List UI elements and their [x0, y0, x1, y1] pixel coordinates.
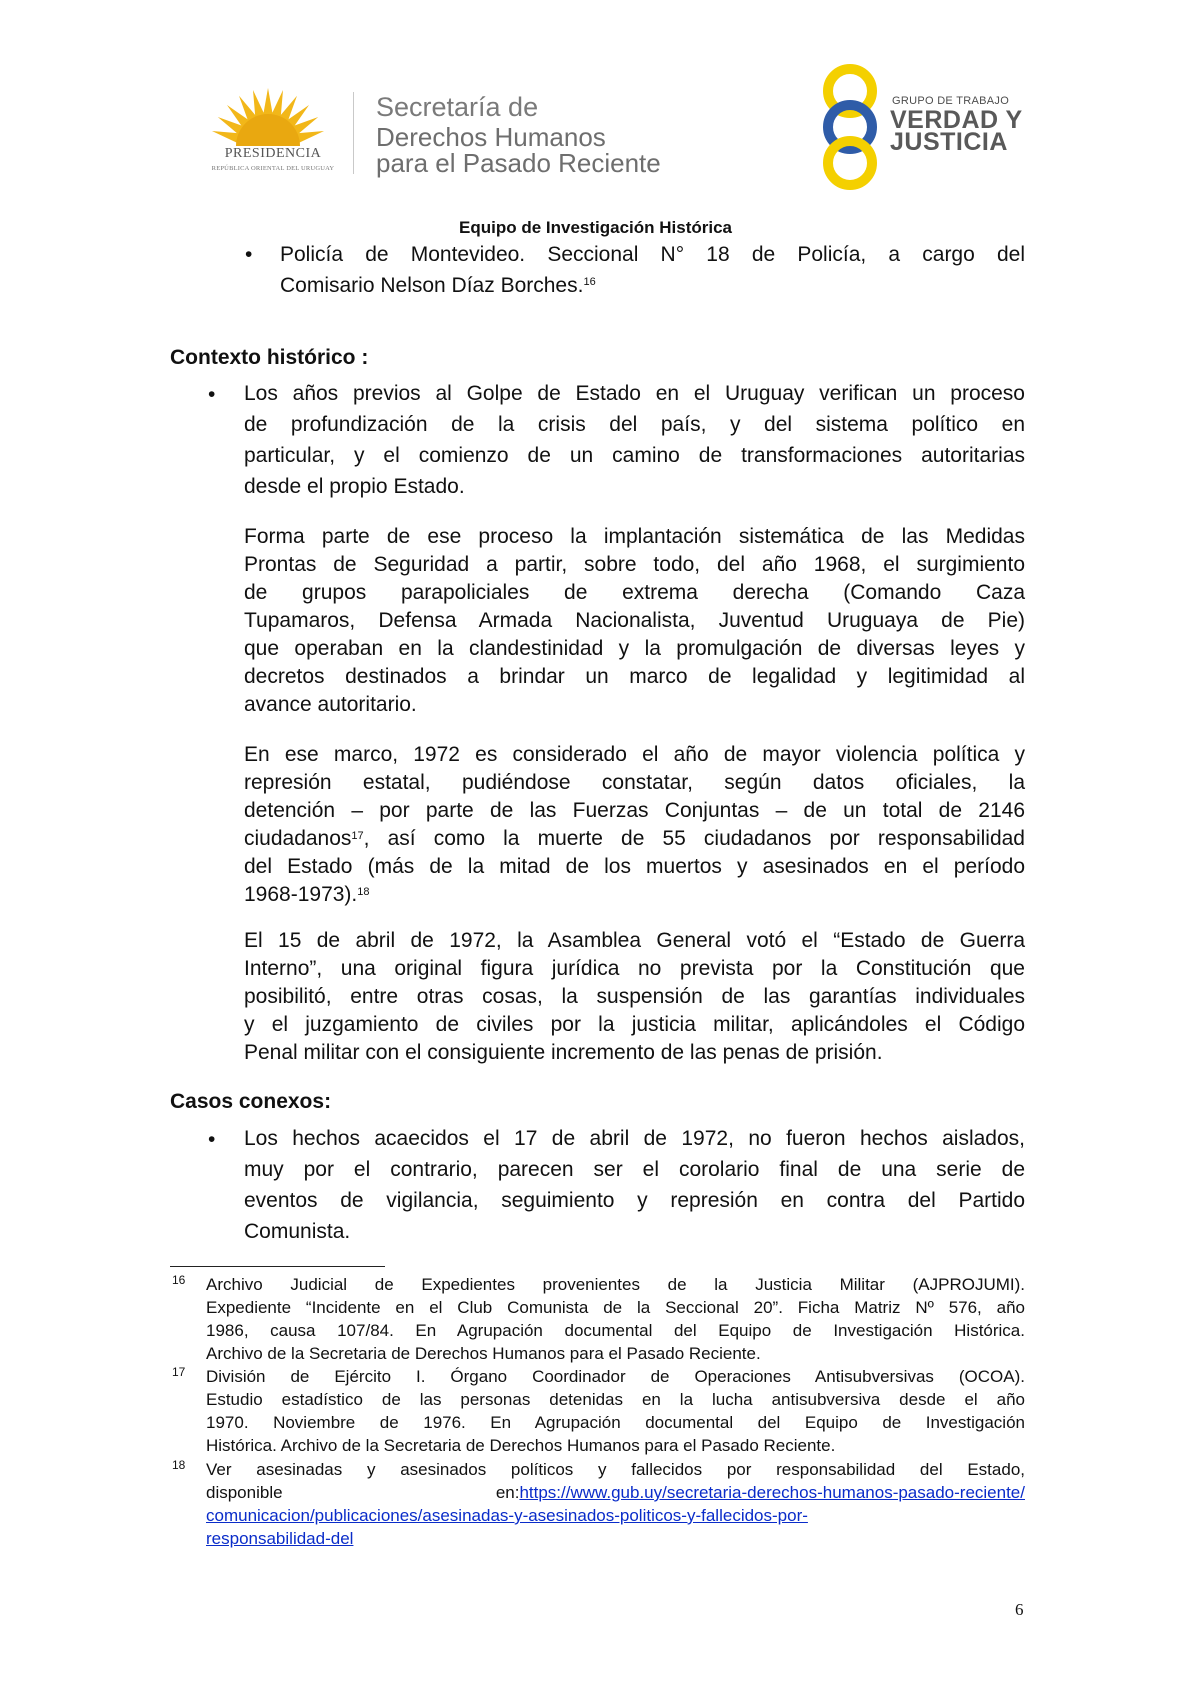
text-line: que operaban en la clandestinidad y la promulgación de diversas leyes y [244, 637, 1025, 660]
footnote-18 [206, 1458, 1025, 1550]
text-line: Comunista. [244, 1220, 351, 1243]
text-fragment: 1968-1973). [244, 883, 358, 906]
text-line: En ese marco, 1972 es considerado el año de mayor violencia política y [244, 743, 1025, 766]
text-line: particular, y el comienzo de un camino de transformaciones autoritarias [244, 444, 1025, 467]
footnote-link[interactable]: responsabilidad-del [206, 1529, 354, 1548]
footnote-line: Ver asesinadas y asesinados políticos y fallecidos por responsabilidad del Estado, [206, 1460, 1025, 1479]
text-line: de grupos parapoliciales de extrema derecha (Comando Caza [244, 581, 1025, 604]
contexto-heading: Contexto histórico : [170, 346, 369, 369]
footnote-ref-17[interactable]: 17 [351, 830, 364, 842]
footnote-line: 1986, causa 107/84. En Agrupación documental del Equipo de Investigación Histórica. [206, 1321, 1025, 1340]
footnote-line [206, 1527, 1025, 1550]
footnote-number: 16 [172, 1273, 186, 1287]
text-line: posibilitó, entre otras cosas, la suspensión de las garantías individuales [244, 985, 1025, 1008]
casos-bullet1 [244, 1123, 1025, 1247]
team-title: Equipo de Investigación Histórica [459, 218, 732, 237]
text-line: y el juzgamiento de civiles por la justicia militar, aplicándoles el Código [244, 1013, 1025, 1036]
intro-bullet-line2 [280, 270, 1025, 301]
footnote-line: 1970. Noviembre de 1976. En Agrupación documental del Equipo de Investigación [206, 1413, 1025, 1432]
text-line: Los años previos al Golpe de Estado en el Uruguay verifican un proceso [244, 382, 1025, 405]
footnote-line: Histórica. Archivo de la Secretaria de Derechos Humanos para el Pasado Reciente. [206, 1436, 836, 1455]
text-line: detención – por parte de las Fuerzas Conjuntas – de un total de 2146 [244, 799, 1025, 822]
secretaria-title-line2: Derechos Humanos [376, 122, 606, 152]
secretaria-title-line1: Secretaría de [376, 92, 539, 122]
footnote-ref-16[interactable]: 16 [583, 276, 596, 288]
text-line: muy por el contrario, parecen ser el corolario final de una serie de [244, 1158, 1025, 1181]
justicia-label: JUSTICIA [890, 128, 1008, 156]
casos-heading: Casos conexos: [170, 1090, 332, 1113]
footnote-url-line [496, 1481, 1025, 1504]
text-line: eventos de vigilancia, seguimiento y represión en contra del Partido [244, 1189, 1025, 1212]
footnote-line [206, 1481, 1025, 1504]
footnote-number: 18 [172, 1458, 186, 1472]
contexto-para3 [244, 927, 1025, 1067]
contexto-para2 [244, 741, 1025, 909]
footnote-line: Archivo de la Secretaria de Derechos Humanos para el Pasado Reciente. [206, 1344, 761, 1363]
contexto-bullet1 [244, 378, 1025, 502]
footnote-line: Archivo Judicial de Expedientes provenientes de la Justicia Militar (AJPROJUMI). [206, 1275, 1025, 1294]
grupo-trabajo-logo [812, 64, 888, 190]
text-line: desde el propio Estado. [244, 475, 465, 498]
footnote-line: División de Ejército I. Órgano Coordinador de Operaciones Antisubversivas (OCOA). [206, 1367, 1025, 1386]
presidencia-label: PRESIDENCIA [224, 146, 322, 161]
text-line: Tupamaros, Defensa Armada Nacionalista, Juventud Uruguaya de Pie) [244, 609, 1025, 632]
presidencia-sun-logo [198, 82, 338, 154]
republica-label: REPÚBLICA ORIENTAL DEL URUGUAY [211, 165, 335, 172]
text-line: avance autoritario. [244, 693, 417, 716]
text-line: de profundización de la crisis del país, y del sistema político en [244, 413, 1025, 436]
intro-bullet-text: Comisario Nelson Díaz Borches. [280, 274, 584, 297]
text-line: decretos destinados a brindar un marco de legalidad y legitimidad al [244, 665, 1025, 688]
contexto-para1 [244, 523, 1025, 719]
footnote-line: Expediente “Incidente en el Club Comunista de la Seccional 20”. Ficha Matriz Nº 576, año [206, 1298, 1025, 1317]
text-line: Penal militar con el consiguiente incremento de las penas de prisión. [244, 1041, 883, 1064]
bullet-marker: • [208, 383, 216, 406]
intro-bullet-line1: Policía de Montevideo. Seccional N° 18 de Policía, a cargo del [280, 243, 1025, 266]
footnote-link[interactable]: comunicacion/publicaciones/asesinadas-y-asesinados-politicos-y-fallecidos-por- [206, 1506, 808, 1525]
footnote-17 [206, 1365, 1025, 1457]
text-fragment: , así como la muerte de 55 ciudadanos por responsabilidad [363, 827, 1025, 850]
text-line: represión estatal, pudiéndose constatar, según datos oficiales, la [244, 771, 1025, 794]
bullet-marker: • [245, 243, 253, 266]
header-divider [353, 92, 354, 174]
text-line: del Estado (más de la mitad de los muertos y asesinados en el período [244, 855, 1025, 878]
footnote-ref-18[interactable]: 18 [357, 886, 370, 898]
text-line: Prontas de Seguridad a partir, sobre todo, del año 1968, el surgimiento [244, 553, 1025, 576]
text-line: El 15 de abril de 1972, la Asamblea General votó el “Estado de Guerra [244, 929, 1025, 952]
text-line: Los hechos acaecidos el 17 de abril de 1972, no fueron hechos aislados, [244, 1127, 1025, 1150]
footnote-line: Estudio estadístico de las personas detenidas en la lucha antisubversiva desde el año [206, 1390, 1025, 1409]
footnote-16 [206, 1273, 1025, 1365]
text-line [244, 825, 1025, 853]
text-line: Forma parte de ese proceso la implantación sistemática de las Medidas [244, 525, 1025, 548]
page-number: 6 [1015, 1600, 1024, 1619]
footnote-separator [170, 1266, 385, 1267]
footnote-line [206, 1504, 1025, 1527]
disponible-label: disponible [206, 1483, 283, 1502]
text-line: Interno”, una original figura jurídica no prevista por la Constitución que [244, 957, 1025, 980]
secretaria-title-line3: para el Pasado Reciente [376, 148, 661, 178]
footnote-link[interactable]: https://www.gub.uy/secretaria-derechos-humanos-pasado-reciente/ [519, 1483, 1025, 1502]
text-fragment: ciudadanos [244, 827, 352, 850]
en-label: en: [495, 1483, 520, 1502]
grupo-trabajo-label: GRUPO DE TRABAJO [892, 95, 1010, 107]
verdad-y-label: VERDAD Y [890, 106, 1023, 134]
bullet-marker: • [208, 1128, 216, 1151]
footnote-number: 17 [172, 1365, 186, 1379]
text-line [244, 881, 1025, 909]
